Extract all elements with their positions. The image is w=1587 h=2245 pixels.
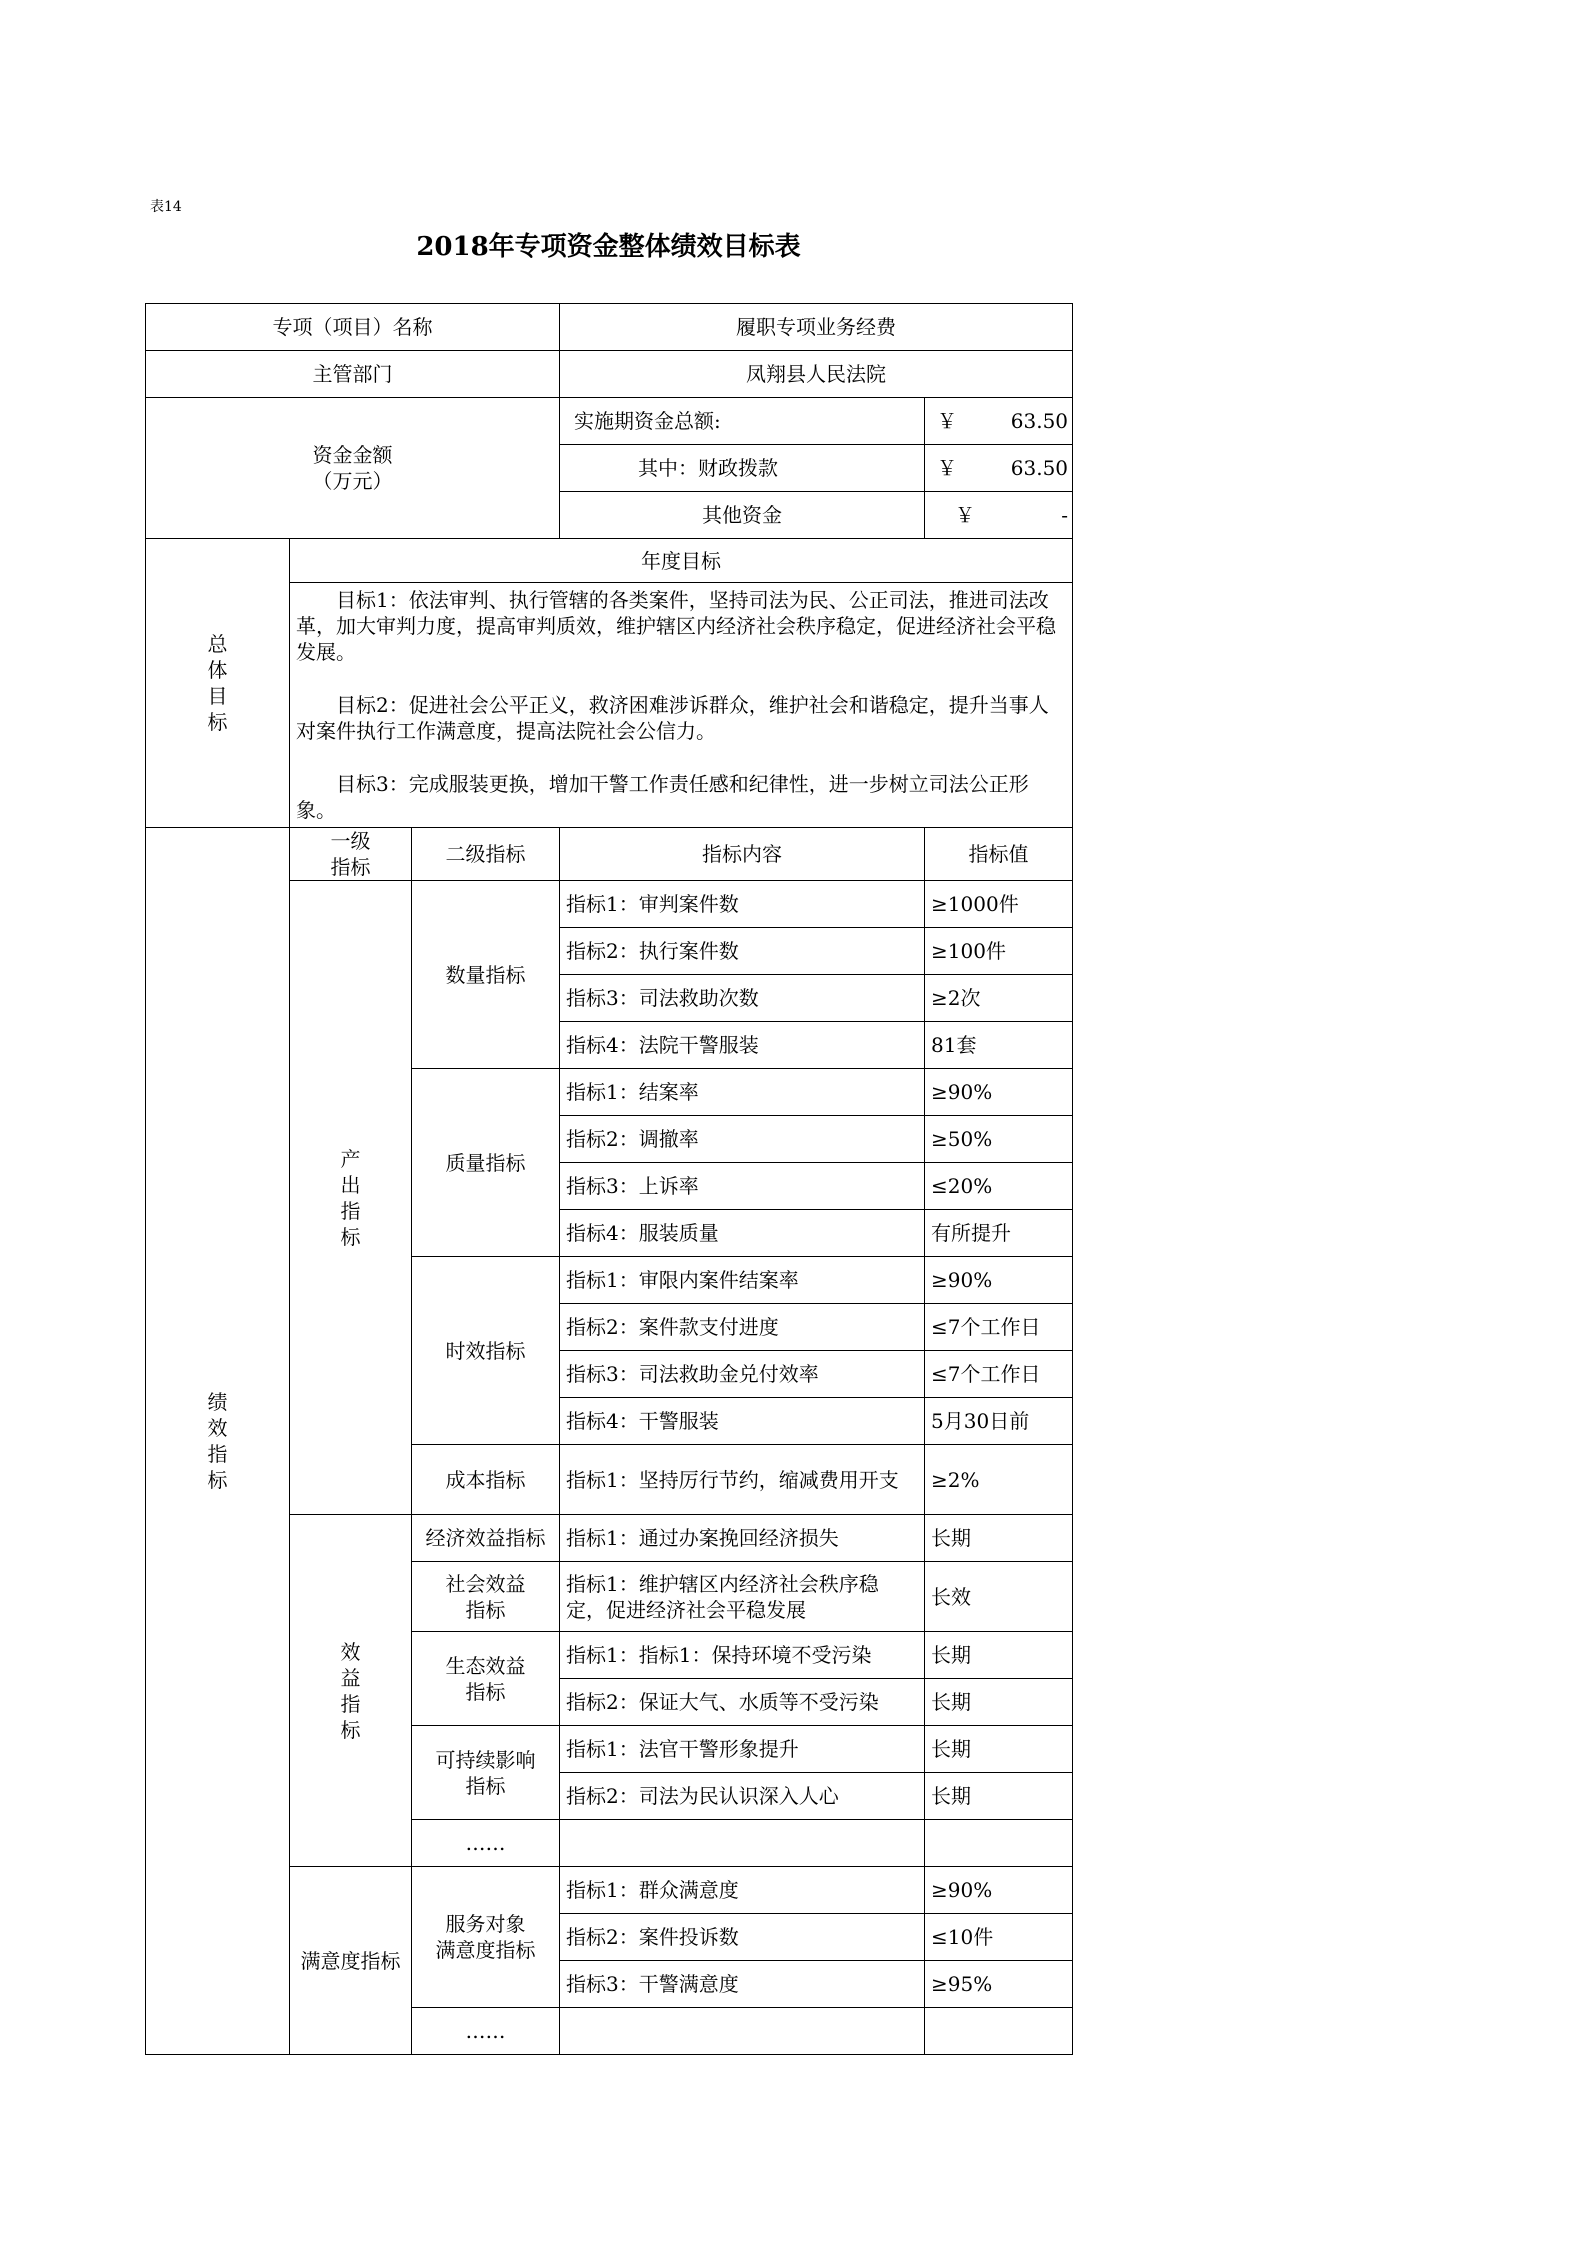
indicator-value bbox=[925, 1820, 1073, 1867]
table-number: 表14 bbox=[150, 199, 182, 215]
funds-label bbox=[146, 398, 560, 539]
indicator-content: 指标2：调撤率 bbox=[560, 1116, 925, 1163]
performance-header-row bbox=[146, 828, 1073, 881]
indicator-content: 指标4：干警服装 bbox=[560, 1398, 925, 1445]
timeliness-indicators-label: 时效指标 bbox=[412, 1257, 560, 1445]
value-header: 指标值 bbox=[925, 828, 1073, 881]
indicator-content: 指标3：司法救助次数 bbox=[560, 975, 925, 1022]
indicator-value: 长期 bbox=[925, 1632, 1073, 1679]
amount-value: - bbox=[1061, 503, 1069, 527]
funds-fiscal-amount bbox=[925, 445, 1073, 492]
quality-indicators-label: 质量指标 bbox=[412, 1069, 560, 1257]
department-value: 凤翔县人民法院 bbox=[560, 351, 1073, 398]
indicator-value: ≤7个工作日 bbox=[925, 1304, 1073, 1351]
project-value: 履职专项业务经费 bbox=[560, 304, 1073, 351]
indicator-value: ≥90% bbox=[925, 1257, 1073, 1304]
indicator-content: 指标3：司法救助金兑付效率 bbox=[560, 1351, 925, 1398]
indicator-value: ≤10件 bbox=[925, 1914, 1073, 1961]
indicator-value bbox=[925, 2008, 1073, 2055]
indicator-value: 长期 bbox=[925, 1679, 1073, 1726]
currency-symbol: ￥ bbox=[955, 503, 976, 527]
overall-goal-side-label: 总 体 目 标 bbox=[146, 539, 290, 828]
amount-value: 63.50 bbox=[1010, 409, 1069, 433]
indicator-content: 指标1：审限内案件结案率 bbox=[560, 1257, 925, 1304]
overall-goal-header-row bbox=[146, 539, 1073, 583]
funds-label-line1: 资金金额 bbox=[312, 443, 393, 467]
indicator-value: ≥50% bbox=[925, 1116, 1073, 1163]
indicator-value: ≥95% bbox=[925, 1961, 1073, 2008]
performance-target-table bbox=[145, 303, 1073, 2055]
indicator-value: 长期 bbox=[925, 1726, 1073, 1773]
funds-fiscal-label: 其中：财政拨款 bbox=[560, 445, 925, 492]
indicator-content: 指标1：结案率 bbox=[560, 1069, 925, 1116]
indicator-content: 指标1：群众满意度 bbox=[560, 1867, 925, 1914]
funds-other-label: 其他资金 bbox=[560, 492, 925, 539]
indicator-value: 5月30日前 bbox=[925, 1398, 1073, 1445]
currency-symbol: ￥ bbox=[937, 409, 958, 433]
satisfaction-indicators-label: 满意度指标 bbox=[290, 1867, 412, 2055]
indicator-value: 长效 bbox=[925, 1562, 1073, 1632]
indicator-content bbox=[560, 2008, 925, 2055]
indicator-value: ≥2次 bbox=[925, 975, 1073, 1022]
indicator-value: ≥90% bbox=[925, 1069, 1073, 1116]
indicator-content: 指标2：司法为民认识深入人心 bbox=[560, 1773, 925, 1820]
indicator-content: 指标1：指标1：保持环境不受污染 bbox=[560, 1632, 925, 1679]
indicator-content: 指标2：执行案件数 bbox=[560, 928, 925, 975]
goal-3: 目标3：完成服装更换，增加干警工作责任感和纪律性，进一步树立司法公正形象。 bbox=[296, 772, 1029, 822]
benefit-ellipsis: …… bbox=[412, 1820, 560, 1867]
indicator-content: 指标2：案件款支付进度 bbox=[560, 1304, 925, 1351]
funds-total-label: 实施期资金总额: bbox=[560, 398, 925, 445]
indicator-content: 指标3：上诉率 bbox=[560, 1163, 925, 1210]
cost-indicators-label: 成本指标 bbox=[412, 1445, 560, 1515]
goal-1: 目标1：依法审判、执行管辖的各类案件，坚持司法为民、公正司法，推进司法改革，加大审判力度，提高审判质效，维护辖区内经济社会秩序稳定，促进经济社会平稳发展。 bbox=[296, 588, 1056, 664]
indicator-content: 指标4：法院干警服装 bbox=[560, 1022, 925, 1069]
level1-header: 一级 指标 bbox=[290, 828, 412, 881]
ecological-benefit-label: 生态效益 指标 bbox=[412, 1632, 560, 1726]
indicator-value: ≥90% bbox=[925, 1867, 1073, 1914]
indicator-value: ≥2% bbox=[925, 1445, 1073, 1515]
indicator-value: 长期 bbox=[925, 1515, 1073, 1562]
indicator-content bbox=[560, 1820, 925, 1867]
indicator-value: ≥1000件 bbox=[925, 881, 1073, 928]
page-title: 2018年专项资金整体绩效目标表 bbox=[416, 232, 801, 262]
service-satisfaction-label: 服务对象 满意度指标 bbox=[412, 1867, 560, 2008]
project-label: 专项（项目）名称 bbox=[146, 304, 560, 351]
indicator-content: 指标2：案件投诉数 bbox=[560, 1914, 925, 1961]
annual-goals bbox=[290, 583, 1073, 828]
amount-value: 63.50 bbox=[1010, 456, 1069, 480]
economic-benefit-label: 经济效益指标 bbox=[412, 1515, 560, 1562]
project-row bbox=[146, 304, 1073, 351]
indicator-value: ≤20% bbox=[925, 1163, 1073, 1210]
social-benefit-label: 社会效益 指标 bbox=[412, 1562, 560, 1632]
indicator-content: 指标1：法官干警形象提升 bbox=[560, 1726, 925, 1773]
indicator-value: ≤7个工作日 bbox=[925, 1351, 1073, 1398]
indicator-value: 有所提升 bbox=[925, 1210, 1073, 1257]
annual-goal-header: 年度目标 bbox=[290, 539, 1073, 583]
indicator-content: 指标1：通过办案挽回经济损失 bbox=[560, 1515, 925, 1562]
goal-2: 目标2：促进社会公平正义，救济困难涉诉群众，维护社会和谐稳定，提升当事人对案件执行工作满意度，提高法院社会公信力。 bbox=[296, 693, 1049, 743]
department-row bbox=[146, 351, 1073, 398]
satisfaction-ellipsis: …… bbox=[412, 2008, 560, 2055]
indicator-value: 长期 bbox=[925, 1773, 1073, 1820]
indicator-content: 指标1：维护辖区内经济社会秩序稳定，促进经济社会平稳发展 bbox=[560, 1562, 925, 1632]
funds-total-amount bbox=[925, 398, 1073, 445]
indicator-value: 81套 bbox=[925, 1022, 1073, 1069]
funds-other-amount bbox=[925, 492, 1073, 539]
quantity-indicators-label: 数量指标 bbox=[412, 881, 560, 1069]
output-indicators-label: 产 出 指 标 bbox=[290, 881, 412, 1515]
indicator-content: 指标2：保证大气、水质等不受污染 bbox=[560, 1679, 925, 1726]
performance-side-label: 绩 效 指 标 bbox=[146, 828, 290, 2055]
indicator-content: 指标3：干警满意度 bbox=[560, 1961, 925, 2008]
funds-label-line2: （万元） bbox=[312, 469, 393, 493]
currency-symbol: ￥ bbox=[937, 456, 958, 480]
content-header: 指标内容 bbox=[560, 828, 925, 881]
sustainable-impact-label: 可持续影响 指标 bbox=[412, 1726, 560, 1820]
indicator-content: 指标4：服装质量 bbox=[560, 1210, 925, 1257]
indicator-content: 指标1：坚持厉行节约，缩减费用开支 bbox=[560, 1445, 925, 1515]
level2-header: 二级指标 bbox=[412, 828, 560, 881]
department-label: 主管部门 bbox=[146, 351, 560, 398]
indicator-content: 指标1：审判案件数 bbox=[560, 881, 925, 928]
benefit-indicators-label: 效 益 指 标 bbox=[290, 1515, 412, 1867]
funds-row-total bbox=[146, 398, 1073, 445]
indicator-value: ≥100件 bbox=[925, 928, 1073, 975]
